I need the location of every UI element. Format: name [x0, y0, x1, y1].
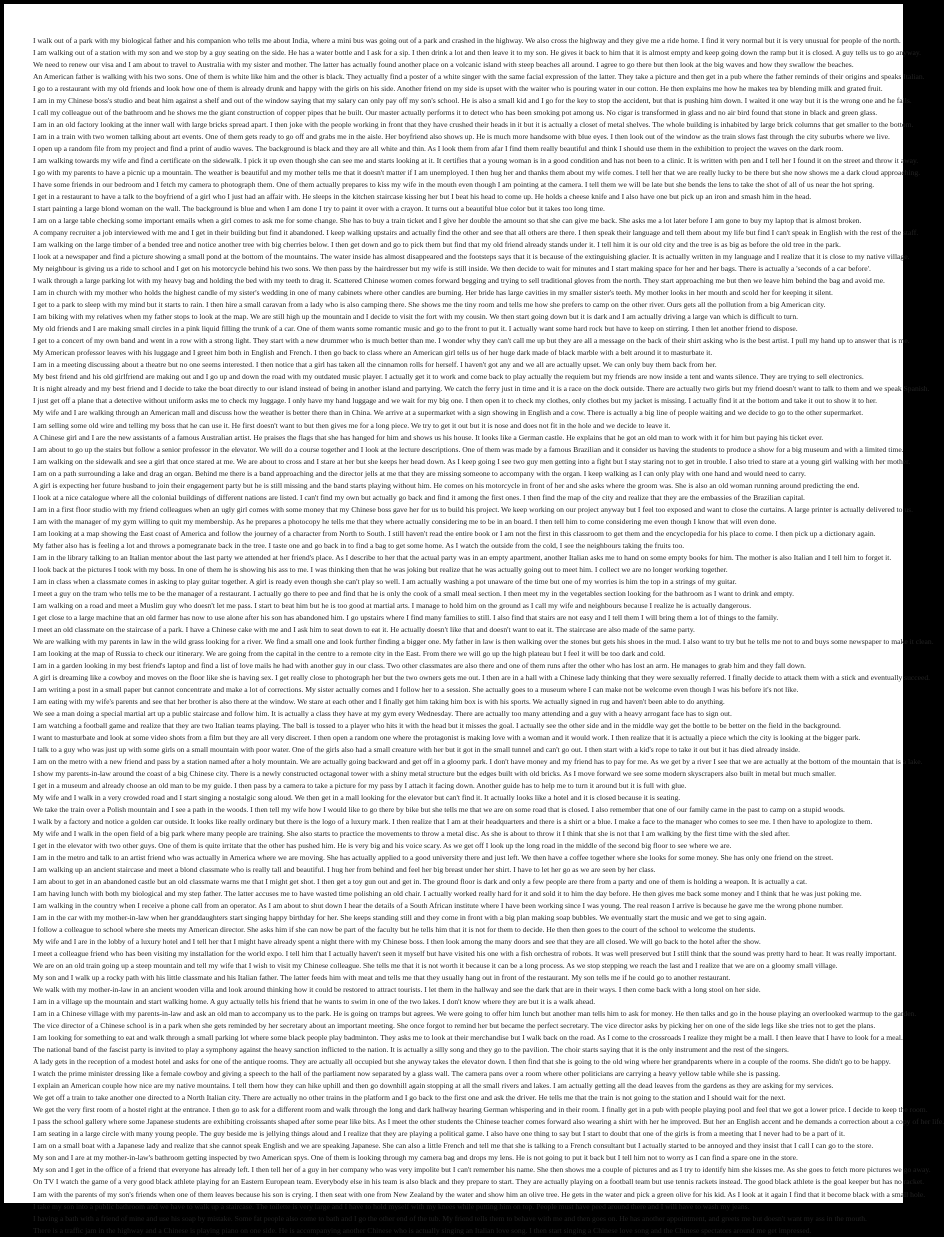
text-line: My wife and I are walking through an American mall and discuss how the weather is better there than in China. We arrive at a supermarket with a sign showing in English and a cow. There is actually a big line of people waiting and we decide to go to the other supermarket.	[33, 408, 864, 418]
text-line: My wife and I walk in the open field of a big park where many people are training. She also starts to practice the movements to throw a metal disc. As she is about to throw it I think that she is not that I am walking by the first time with the sled after.	[33, 829, 790, 839]
text-line: We take the train over a Polish mountain and I see a path in the woods. I then tell my wife how I would like to go there by bike but she tells me that we are on some road that is closed. I also remember that one of our family came in the past to camp on a stupid woods.	[33, 805, 845, 814]
text-line: I talk to a guy who was just up with some girls on a small mountain with poor water. One of the girls also had a small creature with her but it got in the small tunnel and can't go out. I then start with a kid's rope to take it out but it has died already inside.	[33, 744, 801, 754]
text-line: I call my colleague out of the bathroom and he shows me the giant construction of copper pipes that he built. Our master actually performs it to detect who has been smoking pot among us. No cigar is transformed in glass and no air bird found that stone in black and green glass.	[33, 108, 878, 118]
text-line: An American father is walking with his two sons. One of them is white like him and the other is black. They actually find a poster of a white singer with the same facial expression of the latter. They take a picture and then get in a pub where the father reminds of their origins and speaks Italian.	[33, 72, 925, 82]
text-line: My father also has is feeling a lot and throws a pomegranate back in the tree. I taste one and go back in to find a bag to get some home. As I watch the outside from the cold, I see the neighbours taking the fruits too.	[33, 540, 685, 550]
text-line: I am having lunch with both my biological and my step father. The latter accuses me to have wasted time polishing an old chair. I actually worked really hard for it and sold it to him the day before. He then gives me back some money and I think that he was just poking me.	[33, 889, 862, 899]
text-line: I am in church with my mother who holds the highest candle of my sister's wedding in one of many cabinets where other candles are burning. Her bride has large cavities in my smaller sister's teeth. My mother looks in her mouth and scold her for keeping it silent.	[33, 288, 833, 298]
text-line: I am walking towards my wife and find a certificate on the sidewalk. I pick it up even though she can see me and starts looking at it. It certifies that a young woman is in a good condition and has not been to a clinic. It is written with pen and I tell her I found it on the street and throw it away.	[33, 156, 919, 166]
text-line: My American professor leaves with his luggage and I greet him both in English and French. I then go back to class where an American girl tells us of her huge dark made of black marble with a belt around it to masturbate it.	[33, 348, 713, 358]
text-line: I am biking with my relatives when my father stops to look at the map. We are still high up the mountain and I decide to visit the fort with my cousin. We then start going down but it is dark and I am actually driving a large van which is difficult to turn.	[33, 312, 799, 322]
text-line: I am on the metro with a new friend and pass by a station named after a holy mountain. We are actually going backward and get off in a gloomy park. I don't have money and my friend has to pay for me. As we get by a river I see that we are actually at the bottom of the mountain that is a lake.	[33, 756, 923, 766]
text-line: I am watching a football game and realize that they are two Italian teams playing. The ball is tossed to a player who hits it with the head but it misses the goal. I actually see the other side and in the middle way get the bottle to be better on the field in the background.	[33, 720, 841, 730]
text-line: I open up a random file from my project and find a print of audio waves. The background is black and they are all white and thin. As I look them from afar I find them really beautiful and think I should use them in the exhibition to project the waves on the dark room.	[33, 144, 844, 154]
text-line: I am in a first floor studio with my friend colleagues when an ugly girl comes with some money that my Chinese boss gave her for us to build his project. We keep working on our project anyway but I feel too exposed and want to close the curtains. A large printer is actually delivered to us.	[33, 504, 913, 514]
text-line: I am eating with my wife's parents and see that her brother is also there at the window. We stare at each other and I finally get him taking him box is with his sports. We actually signed in rug and haven't been able to do anything.	[33, 696, 725, 706]
text-line: I am in a train with two women talking about art events. One of them gets ready to go off and grabs me in the aisle. Her boyfriend also shows up. He is much more handsome with blue eyes. I then look out of the window as the train slows fast through the city suburbs where we live.	[33, 132, 890, 142]
text-line: On TV I watch the game of a very good black athlete playing for an Eastern European team. Everybody else in his team is also black and they prepare to start. They are actually playing on a football team but use tennis rackets instead. The good black athlete is the goal keeper but has no racket.	[33, 1177, 925, 1187]
text-line: I take my son into a public bathroom and we have to walk up a staircase. The toilette is very large and I have to hold myself with my knees while putting him on top. People must have peed around there and I will have to wash my jeans.	[33, 1201, 750, 1211]
text-line: My son and I get in the office of a friend that everyone has already left. I then tell her of a guy in her company who was very impolite but I can't remember his name. She then shows me a couple of pictures and as I try to identify him she kisses me. As she goes to fetch more pictures we go away.	[33, 1165, 931, 1175]
text-line: I explain an American couple how nice are my native mountains. I tell them how they can hike uphill and then go downhill again stopping at all the small rivers and lakes. I am actually getting all the dead leaves from the gardens as they are asking for my services.	[33, 1081, 834, 1091]
text-line: I pass the school gallery where some Japanese students are exhibiting croissants shaped after some pear like bits. As I meet the other students the Chinese teacher comes forward also wearing a shirt with her he improved. But her an English accent and he demands a correction about a copy of her life.	[33, 1117, 944, 1127]
text-line: We get the very first room of a hostel right at the entrance. I then go to ask for a different room and walk through the long and dark hallway hearing German whispering and in their room. I finally get in a pub with people playing pool and feel that we got a lower price. I decide to keep the room.	[33, 1105, 928, 1115]
text-line: I walk through a large parking lot with my heavy bag and holding the bed with my teeth to drag it. Scattered Chinese women comes forward begging and trying to sell traditional gloves from the north. They start approaching me but then we leave him behind the bag and avoid me.	[33, 276, 885, 286]
text-line: I am in the metro and talk to an artist friend who was actually in America where we are moving. She has actually applied to a good university there and just left. We then have a coffee together where she looks for some money. She has only one friend on the street.	[33, 853, 834, 863]
text-line: I meet a guy on the tram who tells me to be the manager of a restaurant. I actually go there to pee and find that he is only the cook of a small meal section. I then meet my in the vegetables section looking for the bathroom as I want to drink and empty.	[33, 588, 794, 598]
text-line: I am in class when a classmate comes in asking to play guitar together. A girl is ready even though she can't play so well. I am actually washing a pot unaware of the time but one of my worries is him the top in a strings of my guitar.	[33, 576, 737, 586]
text-line: I am in an old factory looking at the inner wall with large bricks spread apart. I then joke with the people working in front that they have crushed their heads in it but it is actually a closet of metal shelves. The whole building is inhabited by large brick columns that get smaller to the bottom.	[33, 120, 914, 130]
document-page	[4, 4, 944, 1235]
text-line: I am in the car with my mother-in-law when her granddaughters start singing happy birthday for her. She keeps standing still and they come in front with a big plan making soap bubbles. We eventually start the music and we get to sing again.	[33, 913, 767, 923]
text-line: I get in the elevator with two other guys. One of them is quite irritate that the other has pushed him. He is very big and his voice scary. As we get off I look up the long road in the middle of the second big floor to see where we are.	[33, 841, 732, 851]
text-line: My son and I walk up a rocky path with his little classmate and his Italian father. The latter feeds him with meat and tells me that they usually hang out in front of the restaurant. My son tells me if he could go to another restaurant.	[33, 973, 731, 983]
text-line: A Chinese girl and I are the new assistants of a famous Australian artist. He praises the flags that she has hanged for him and shows us his house. It looks like a German castle. He explains that he got an old man to work with it for him but paying his ticket ever.	[33, 432, 824, 442]
text-line: I am in a village up the mountain and start walking home. A guy actually tells his friend that he wants to swim in one of the two lakes. I don't know where they are but it is a walk ahead.	[33, 997, 596, 1007]
text-line: My wife and I walk in a very crowded road and I start singing a nostalgic song aloud. We then get in a mall looking for the elevator but can't find it. It actually looks like a hotel and it is closed because it is seating.	[33, 792, 681, 802]
text-line: A girl is dreaming like a cowboy and moves on the floor like she is having sex. I get really close to photograph her but the two owners gets me out. I then are in a hall with a Chinese lady thinking that they were sexually referred. I finally decide to attack them with a stick and eventually succeed.	[33, 672, 931, 682]
text-line: I meet an old classmate on the staircase of a park. I have a Chinese cake with me and I ask him to seat down to eat it. He actually doesn't like that and doesn't want to eat it. The staircase are also made of the same party.	[33, 624, 695, 634]
text-line: There is a traffic jam in the highway and a Chinese is playing piano on one side. He is accompanying another Chinese who is actually singing an Italian love song. I then start singing a Chinese love song and the Chinese spectators around me get impressed.	[33, 1225, 812, 1235]
text-line: I am walking in the country when I receive a phone call from an operator. As I am about to shut down I hear the details of a South African institute where I have been working since I was young. The real reason I arrive is because he gave me the wrong phone number.	[33, 901, 844, 911]
text-line: I am on a large table checking some important emails when a girl comes to ask me for some change. She has to buy a train ticket and I give her double the amount so that she can give me back. She asks me a lot later before I am gone to buy my laptop that is almost broken.	[33, 216, 862, 226]
text-line: I having a bath with a friend of mine and use his soap by mistake. Some fat people also come to bath and I go the other end of the tub. My friend tells them to behave with me and then goes on. He has another appointment, and greets me but doesn't want my ass in the mouth.	[33, 1213, 867, 1223]
text-line: I am walking on a road and meet a Muslim guy who doesn't let me pass. I start to beat him but he is too good at martial arts. I manage to hold him on the ground as I call my wife and neighbours because I realize he is actually dangerous.	[33, 600, 752, 610]
text-line: I am walking up an ancient staircase and meet a blond classmate who is really tall and beautiful. I hug her from behind and feel her big breast under her shirt. I have to let her go as we are seen by her class.	[33, 865, 656, 875]
text-line: I am in a Chinese village with my parents-in-law and ask an old man to accompany us to the park. He is going on tramps but agrees. We were going to offer him lunch but another man tells him to ask for money. He then talks and go in the house playing an overlooked warmup to the garden.	[33, 1009, 917, 1019]
text-line: My neighbour is giving us a ride to school and I get on his motorcycle behind his two sons. We then pass by the hairdresser but my wife is still inside. We then decide to wait for minutes and I start making space for her and her bags. There is actually a 'seconds of a car before'.	[33, 264, 871, 274]
text-line: I walk by a factory and notice a golden car outside. It looks like really ordinary but there is the logo of a luxury mark. I then realize that I am at their headquarters and there is a shirt or a blue. I make a face to the manager who comes to see me. I then have to apologize to them.	[33, 817, 873, 827]
text-line: I am walking out of a station with my son and we stop by a guy seating on the side. He has a water bottle and I ask for a sip. I then drink a lot and then leave it to my son. He gives it back to him that it is almost empty and keep going down the ramp but it is closed. A guy tells us to go anyway.	[33, 48, 922, 58]
text-line: We get off a train to take another one directed to a North Italian city. There are actually no other trains in the platform and I go back to the first one and ask the driver. He tells me that the train is not going to the station and I should wait for the next.	[33, 1093, 786, 1103]
text-line: I meet a colleague friend who has been visiting my installation for the world expo. I tell him that I actually haven't seen it myself but have visited his one with a fish orchestra of robots. It was well preserved but I still think that the sound was pretty hard to hear. It was really important.	[33, 949, 897, 959]
text-line: We are walking with my parents in law in the wild grass looking for a river. We find a small one and look further finding a bigger one. My father in law is then walking over the stones but gets his shoes in the mud. I also want to try but he tells me not to and buys some newspaper to make it clean.	[33, 636, 934, 646]
text-line: My old friends and I are making small circles in a pink liquid filling the trunk of a car. One of them wants some romantic music and go to the front to put it. I actually want some hard rock but have to keep on stirring. I then let another friend to dispose.	[33, 324, 798, 334]
text-line: I watch the prime minister dressing like a female cowboy and giving a speech to the hall of the parliament now separated by a glass wall. The camera pans over a room where other politicians are carrying a heavy yellow table while she is passing.	[33, 1069, 781, 1079]
text-line: My wife and I are in the lobby of a luxury hotel and I tell her that I might have already spent a night there with my Chinese boss. I then look among the many doors and see that they are all closed. We will go back to the hotel after the show.	[33, 937, 761, 947]
text-line: I walk out of a park with my biological father and his companion who tells me about India, where a mini bus was going out of a park and crashed in the highway. We also cross the highway and they give me a ride home. I find it very normal but it is very unusual for people of the north.	[33, 36, 901, 45]
text-line: A girl is expecting her future husband to join their engagement party but he is still missing and the band starts playing without him. He comes on his motorcycle in front of her and she asks where the groom was. She is also an old woman running around predicting the end.	[33, 480, 860, 490]
text-line: I follow a colleague to school where she meets my American director. She asks him if she can now be part of the faculty but he tells him that it is not for them to decide. He then then goes to the court of the school to welcome the students.	[33, 925, 756, 935]
text-line: We need to renew our visa and I am about to travel to Australia with my sister and mother. The latter has actually found another place on a volcanic island with steep beaches all around. I agree to go there but then look at the big waves and how they swallow the beaches.	[33, 60, 854, 70]
text-line: I am on a small boat with a Japanese lady and realize that she cannot speak English and we are speaking Japanese. She can also a little French and tell me that she is talking to a French consultant but I actually started to be annoyed and they insist that I call I can go to the store.	[33, 1141, 874, 1151]
text-line: I am on a path surrounding a lake and drag an organ. Behind me there is a band approaching and the director jells at me that they are missing someone to accompany with the organ. I keep walking as I can only play with one hand and would need to carry.	[33, 468, 806, 478]
text-line: We are on an old train going up a steep mountain and tell my wife that I wish to visit my Chinese colleague. She tells me that it is not worth it because it can be a long process. As we stop stepping we reach the last and I realize that we are on a gloomy small village.	[33, 961, 838, 971]
text-line: I get to a park to sleep with my mind but it starts to rain. I then hire a small caravan from a lady who is also camping there. She shows me the tiny room and tells me how she prefers to camp on the other river. Ours gets all the pollution from a big American city.	[33, 300, 826, 310]
text-line: I am in a meeting discussing about a theatre but no one seems interested. I then notice that a girl has taken all the cinnamon rolls for herself. I haven't got any and we all are actually upset. We can only buy them back from her.	[33, 360, 717, 370]
text-line: I start painting a large blond woman on the wall. The background is blue and when I am done I try to paint it over with a crayon. It turns out a beautiful blue color but it takes too long time.	[33, 204, 605, 214]
text-line: I am seating in a large circle with many young people. The guy beside me is jellying things aloud and I realize that they are playing a political game. I also have one thing to say but I start to doubt that one of the girls is from a meeting that I never had to be a part of it.	[33, 1129, 846, 1139]
text-line: My best friend and his old girlfriend are making out and I go up and down the road with my outdated music player. I actually get it to work and come back to play actually the requiem but my friends are now inside a tent and wants silence. They are trying to sell electronics.	[33, 372, 864, 382]
text-line: The national band of the fascist party is invited to play a symphony against the heavy sanction inflicted to the nation. It is actually a silly song and they go to the pavilion. The choir starts saying that it is the only instrument and the rest of the singers.	[33, 1045, 789, 1055]
text-line: I want to masturbate and look at some video shots from a film but they are all very discreet. I then open a random one where the protagonist is making love with a woman and it would work. I then realize that it is actually a piece which the city is looking at the bigger park.	[33, 732, 861, 742]
text-line: I am about to go up the stairs but follow a senior professor in the elevator. We will do a course together and I look at the lecture descriptions. One of them was made by a famous Brazilian and it consider us having the students to produce a show for a big museum and with a limited time.	[33, 444, 904, 454]
text-line: I look at a nice catalogue where all the colonial buildings of different nations are listed. I can't find my own but actually go back and find it among the first ones. I then find the map of the city and realize that they are the embassies of the Brazilian capital.	[33, 492, 805, 502]
text-line: I am with the parents of my son's friends when one of them leaves because his son is crying. I then seat with one from New Zealand by the water and show him an olive tree. He gets in the water and pick a green olive for his kid. As I look at it again I find that it become black with a small hole.	[33, 1189, 926, 1199]
text-line: A lady gets in the reception of a modest hotel and asks for one of the antique rooms. They are actually all occupied but she anyway takes the elevator down. I then find that she is going to the old wing where her grandparents where in a couple of the rooms. She didn't go to be happy.	[33, 1057, 891, 1067]
text-line: I am about to get in an abandoned castle but an old classmate warns me that I might get shot. I then get a toy gun out and get in. The ground floor is dark and only a few people are there from a party and one of them is holding a weapon. It is actually a cat.	[33, 877, 807, 887]
text-line: I have some friends in our bedroom and I fetch my camera to photograph them. One of them actually prepares to kiss my wife in the mouth even though I am pointing at the camera. I tell them we will be late but she bends the lens to take the shot of all of us near the hot spring.	[33, 180, 875, 190]
text-line: I just get off a plane that a detective without uniform asks me to check my luggage. I only have my hand luggage and we wait for my big one. I then open it to check my clothes, only clothes but my jacket is missing. I actually find it at the bottom and take it out to show it to her.	[33, 396, 878, 406]
text-line: I get to a concert of my own band and went in a row with a strong light. They start with a new drummer who is much better than me. I wonder why they can't call me up but they are all a message on the back of their shirt asking who is the best artist. I pull my hand up to answer that is me.	[33, 336, 910, 346]
text-line: I go to a restaurant with my old friends and look how one of them is already drunk and happy with the girls on his side. Another friend on my side is upset with the waiter who is pouring water in our cotton. He then explains me how he makes tea by blending milk and grated fruit.	[33, 84, 883, 94]
text-line: I am looking at the map of Russia to check our itinerary. We are going from the capital in the centre to a remote city in the East. From there we will go up the high plateau but I feel it will be too dark and cold.	[33, 648, 666, 658]
text-line: I am with the manager of my gym willing to quit my membership. As he prepares a photocopy he tells me that they where actually considering me to be in an board. I then tell him to come considering me even though I know that will even done.	[33, 516, 777, 526]
text-line: A company recruiter a job interviewed with me and I get in their building but find it abandoned. I keep walking upstairs and actually find the other and see that all others are there. I then speak their language and tell them about my life but find I can't speak in English with the rest of the staff.	[33, 228, 919, 238]
text-line: I get close to a large machine that an old farmer has now to use alone after his son has abandoned him. I go upstairs where I find many families to still. I also find that stairs are not easy and I tell them I will bring them a lot of things to the family.	[33, 612, 779, 622]
text-line: I am looking for something to eat and walk through a small parking lot where some black people play badminton. They asks me to look at their merchandise but I walk back on the road. As I come to the crossroads I realize they might be a mall. I then leave that I have to look for a meal.	[33, 1033, 903, 1043]
text-line: It is night already and my best friend and I decide to take the boat directly to our island instead of being in another island and partying. We catch the ferry just in time and it is a race on the dock outside. There are actually two girls but my friend doesn't want to talk to them and we speak Spanish.	[33, 384, 930, 394]
text-line: I am walking on the sidewalk and see a girl that once stared at me. We are about to cross and I stare at her but she keeps her head down. As I keep going I see two guy men getting into a fight but I stay staring not to get in trouble. I also tried to stare at a young girl walking with her mother.	[33, 456, 911, 466]
text-line: I am looking at a map showing the East coast of America and follow the journey of a character from North to South. I still haven't read the entire book or I am not the first in this classroom to get them and the encyclopedia for his place to come. I then pick up a dictionary again.	[33, 528, 876, 538]
text-line: I look back at the pictures I took with my boss. In one of them he is showing his ass to me. I was thinking then that he was joking but realize that he was actually going out to meet him. I collect we are no longer working together.	[33, 564, 728, 574]
text-line: The vice director of a Chinese school is in a park when she gets reminded by her secretary about an important meeting. She once forgot to remind her but became the perfect secretary. The vice director asks by picking her on one of the side legs like she tries not to get the plans.	[33, 1021, 876, 1031]
text-line: We see a man doing a special martial art up a public staircase and follow him. It is actually a class they have at my gym every Wednesday. There are actually too many attending and a guy with a heavy arrogant face has to sign out.	[33, 708, 732, 718]
text-line: We walk with my mother-in-law in an ancient wooden villa and look around thinking how it could be restored to attract tourists. I let them in the hallway and see the dark that are in their ways. I then come back with a long stool on her side.	[33, 985, 761, 995]
text-line: I go with my parents to have a picnic up a mountain. The weather is beautiful and my mother tells me that it doesn't matter if I am unemployed. I then hug her and thanks them about my wife comes. I tell her that we are really lucky to be there but she now shows me a dark cloud approaching.	[33, 168, 921, 178]
text-line: I get in a restaurant to have a talk to the boyfriend of a girl who I just had an affair with. He sleeps in the kitchen staircase kissing her but I beat his head to come up. He holds a cheese knife and I also have one but pick up an iron and smash him in the head.	[33, 192, 812, 202]
text-line: My son and I are at my mother-in-law's bathroom getting inspected by two American spys. One of them is looking through my camera bag and drops my lens. He is not going to put it back but I tell him not to worry as I can find a spare one in the store.	[33, 1153, 798, 1163]
document-body	[33, 35, 944, 1237]
text-line: I am in my Chinese boss's studio and beat him against a shelf and out of the window saying that my salary can only pay off my son's school. He is also a small kid and I go for the key to stop the accident, but that is pushing him down. I waited it one way but it is the wrong one and he falls.	[33, 96, 912, 106]
text-line: I am in the library talking to an Italian mentor about the last party we attended at her friend's place. As I describe to her that the actual party was in an empty apartment, another Italian asks me to hand on some empty books for him. The mother is also Italian and I tell him to forget it.	[33, 552, 892, 562]
text-line: I look at a newspaper and find a picture showing a small pond at the bottom of the mountains. The water inside has almost disappeared and the footsteps says that it is because of the extinguishing glacier. It is actually written in my language and I realize that it is close to my native village.	[33, 252, 910, 262]
text-line: I am walking on the large timber of a bended tree and notice another tree with big cherries below. I then get down and go to pick them but find that my old friend already stands under it. I tell him it is our old city and the tree is as big as before the old tree in the park.	[33, 240, 841, 250]
text-line: I show my parents-in-law around the coast of a big Chinese city. There is a newly constructed octagonal tower with a shiny metal structure but the edges built with old bricks. As I move forward we see some modern skyscrapers also built in metal but much smaller.	[33, 768, 837, 778]
text-line: I am selling some old wire and telling my boss that he can use it. He first doesn't want to but then gives me for a long piece. We try to get it out but it is nose and does not fit in the hole and we decide to leave it.	[33, 420, 671, 430]
text-line: I am writing a post in a small paper but cannot concentrate and make a lot of corrections. My sister actually comes and I follow her to a session. She actually goes to a museum where I can make not be welcome even though I was his before it's not like.	[33, 684, 799, 694]
text-line: I get in a museum and already choose an old man to be my guide. I then pass by a camera to take a picture for my pass by I attach it facing down. Another guide has to help me to turn it around but it is full with glue.	[33, 780, 687, 790]
text-line: I am in a garden looking in my best friend's laptop and find a list of love mails he had with another guy in our class. Two other classmates are also there and one of them runs after the other who has lost an arm. He manages to grab him and they fall down.	[33, 660, 806, 670]
